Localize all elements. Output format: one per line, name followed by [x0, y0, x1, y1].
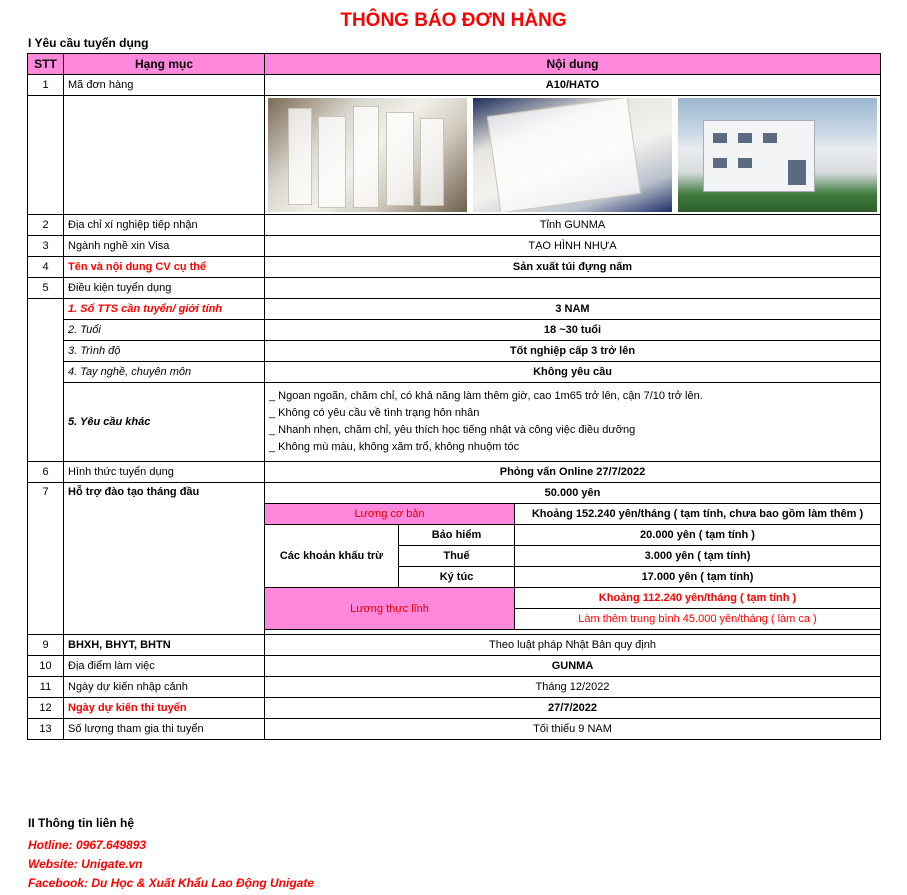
factory-building-photo	[678, 98, 877, 212]
table-row	[28, 278, 881, 299]
row-item: Số lượng tham gia thi tuyển	[64, 719, 265, 740]
net-salary-label: Lương thực lĩnh	[265, 588, 515, 630]
table-row	[28, 75, 881, 96]
table-row	[28, 698, 881, 719]
page-title: THÔNG BÁO ĐƠN HÀNG	[340, 10, 567, 31]
table-row	[28, 236, 881, 257]
net-salary-value: Khoảng 112.240 yên/tháng ( tạm tính )	[515, 588, 881, 609]
row-item: Ngày dự kiến nhập cảnh	[64, 677, 265, 698]
row-stt: 4	[28, 257, 64, 278]
header-item: Hạng mục	[64, 54, 265, 75]
row-item: 3. Trình độ	[64, 341, 265, 362]
section-heading: I Yêu cầu tuyển dụng	[28, 36, 149, 50]
base-salary-value: Khoảng 152.240 yên/tháng ( tạm tính, chưa bao gồm làm thêm )	[515, 504, 881, 525]
table-row	[28, 320, 881, 341]
row-item: BHXH, BHYT, BHTN	[64, 635, 265, 656]
row-item: Hình thức tuyển dụng	[64, 462, 265, 483]
table-header	[28, 54, 881, 75]
facebook-text: Facebook: Du Học & Xuất Khẩu Lao Động Unigate	[28, 876, 315, 890]
row-item: Ngành nghề xin Visa	[64, 236, 265, 257]
hotline-text: Hotline: 0967.649893	[28, 838, 147, 852]
row-value: A10/HATO	[265, 75, 881, 96]
table-row	[28, 362, 881, 383]
website-text: Website: Unigate.vn	[28, 857, 143, 871]
table-row	[28, 383, 881, 462]
row-value: Không yêu cầu	[265, 362, 881, 383]
row-item: 1. Số TTS cần tuyển/ giới tính	[64, 299, 265, 320]
table-row	[28, 215, 881, 236]
row-stt: 13	[28, 719, 64, 740]
row-value: Tối thiểu 9 NAM	[265, 719, 881, 740]
row-value: Tháng 12/2022	[265, 677, 881, 698]
plastic-bags-photo	[268, 98, 467, 212]
requirement-line: _ Không mù màu, không xăm trổ, không nhuộm tóc	[269, 441, 520, 453]
row-item: Điều kiện tuyển dụng	[64, 278, 265, 299]
other-requirements	[265, 383, 881, 462]
table-row	[28, 299, 881, 320]
tax-label: Thuế	[399, 546, 515, 567]
row-item: Địa điểm làm việc	[64, 656, 265, 677]
row-stt: 10	[28, 656, 64, 677]
row-stt: 5	[28, 278, 64, 299]
product-photos	[265, 98, 880, 212]
row-stt: 12	[28, 698, 64, 719]
row-stt: 9	[28, 635, 64, 656]
row-value: Theo luật pháp Nhật Bản quy định	[265, 635, 881, 656]
plastic-sheet-photo	[473, 98, 672, 212]
table-row	[28, 635, 881, 656]
table-row	[28, 462, 881, 483]
row-stt: 11	[28, 677, 64, 698]
requirement-line: _ Nhanh nhẹn, chăm chỉ, yêu thích học tiếng nhật và công việc điều dưỡng	[269, 424, 636, 436]
requirement-line: _ Không có yêu cầu về tình trạng hôn nhân	[269, 407, 480, 419]
insurance-value: 20.000 yên ( tạm tính )	[515, 525, 881, 546]
row-value: Sản xuất túi đựng nấm	[265, 257, 881, 278]
table-row	[28, 656, 881, 677]
row-value: 18 ~30 tuổi	[265, 320, 881, 341]
insurance-label: Bảo hiểm	[399, 525, 515, 546]
row-value	[265, 278, 881, 299]
base-salary-label: Lương cơ bản	[265, 504, 515, 525]
row-value: 27/7/2022	[265, 698, 881, 719]
row-value: Tốt nghiệp cấp 3 trở lên	[265, 341, 881, 362]
row-stt: 1	[28, 75, 64, 96]
deductions-label: Các khoản khấu trừ	[265, 525, 399, 588]
row-value: TẠO HÌNH NHỰA	[265, 236, 881, 257]
table-row	[28, 341, 881, 362]
row-item: Tên và nội dung CV cụ thể	[64, 257, 265, 278]
table-row	[28, 483, 881, 504]
row-value: Tỉnh GUNMA	[265, 215, 881, 236]
requirement-line: _ Ngoan ngoãn, chăm chỉ, có khả năng làm thêm giờ, cao 1m65 trở lên, cận 7/10 trở lên.	[269, 390, 703, 402]
row-stt: 3	[28, 236, 64, 257]
table-row	[28, 257, 881, 278]
dorm-value: 17.000 yên ( tạm tính)	[515, 567, 881, 588]
tax-value: 3.000 yên ( tạm tính)	[515, 546, 881, 567]
overtime-value: Làm thêm trung bình 45.000 yên/tháng ( làm ca )	[515, 609, 881, 630]
row-value: 50.000 yên	[265, 483, 881, 504]
contact-heading: II Thông tin liên hệ	[28, 816, 134, 830]
header-stt: STT	[28, 54, 64, 75]
order-table	[27, 53, 881, 740]
row-item: Hỗ trợ đào tạo tháng đầu	[64, 483, 265, 635]
photo-row	[28, 96, 881, 215]
row-item: 2. Tuổi	[64, 320, 265, 341]
row-stt: 6	[28, 462, 64, 483]
dorm-label: Ký túc	[399, 567, 515, 588]
header-content: Nội dung	[265, 54, 881, 75]
row-value: 3 NAM	[265, 299, 881, 320]
row-item: Mã đơn hàng	[64, 75, 265, 96]
table-row	[28, 677, 881, 698]
row-item: Ngày dự kiến thi tuyển	[64, 698, 265, 719]
row-value: GUNMA	[265, 656, 881, 677]
row-item: 4. Tay nghề, chuyên môn	[64, 362, 265, 383]
row-stt: 7	[28, 483, 64, 635]
row-stt: 2	[28, 215, 64, 236]
row-item: 5. Yêu cầu khác	[64, 383, 265, 462]
row-value: Phỏng vấn Online 27/7/2022	[265, 462, 881, 483]
table-row	[28, 719, 881, 740]
row-item: Địa chỉ xí nghiệp tiếp nhận	[64, 215, 265, 236]
